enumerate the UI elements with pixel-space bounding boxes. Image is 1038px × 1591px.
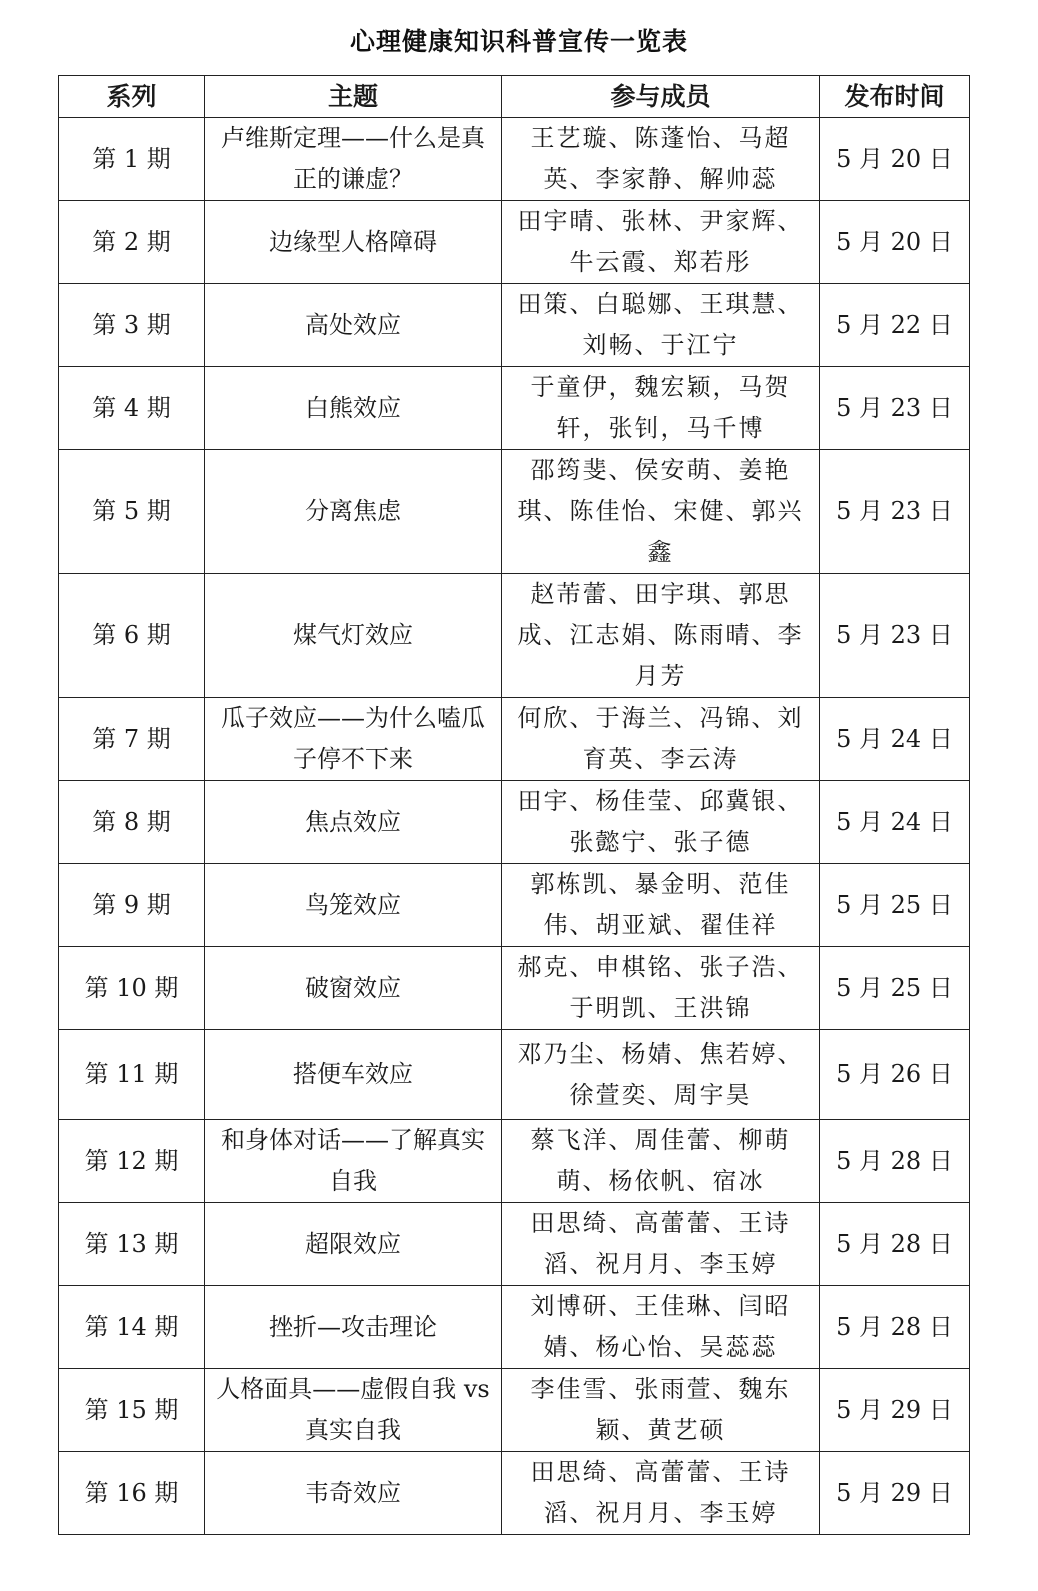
row-members-cell: 郭栋凯、暴金明、范佳伟、胡亚斌、翟佳祥 [502, 864, 820, 947]
row-series-cell: 第 4 期 [59, 367, 205, 450]
row-series-cell: 第 8 期 [59, 781, 205, 864]
row-topic-cell: 和身体对话——了解真实自我 [205, 1120, 502, 1203]
header-date: 发布时间 [820, 76, 970, 118]
row-topic-cell: 高处效应 [205, 284, 502, 367]
row-series-cell: 第 6 期 [59, 574, 205, 698]
row-topic-cell: 韦奇效应 [205, 1452, 502, 1535]
table-row [59, 118, 970, 201]
row-topic-cell: 挫折—攻击理论 [205, 1286, 502, 1369]
row-series-cell: 第 12 期 [59, 1120, 205, 1203]
row-members-cell: 田策、白聪娜、王琪慧、刘畅、于江宁 [502, 284, 820, 367]
row-date-cell: 5 月 28 日 [820, 1286, 970, 1369]
row-topic-cell: 分离焦虑 [205, 450, 502, 574]
table-row [59, 698, 970, 781]
page-title: 心理健康知识科普宣传一览表 [349, 27, 688, 56]
row-date-cell: 5 月 23 日 [820, 450, 970, 574]
row-date-cell: 5 月 23 日 [820, 367, 970, 450]
row-topic-cell: 焦点效应 [205, 781, 502, 864]
table-row [59, 201, 970, 284]
row-date-cell: 5 月 29 日 [820, 1369, 970, 1452]
row-series-cell: 第 9 期 [59, 864, 205, 947]
table-row [59, 1030, 970, 1120]
row-date-cell: 5 月 28 日 [820, 1203, 970, 1286]
table-row [59, 1369, 970, 1452]
row-series-cell: 第 5 期 [59, 450, 205, 574]
header-series: 系列 [59, 76, 205, 118]
row-series-cell: 第 16 期 [59, 1452, 205, 1535]
row-series-cell: 第 1 期 [59, 118, 205, 201]
table-row [59, 1452, 970, 1535]
row-members-cell: 蔡飞洋、周佳蕾、柳萌萌、杨依帆、宿冰 [502, 1120, 820, 1203]
row-series-cell: 第 10 期 [59, 947, 205, 1030]
row-date-cell: 5 月 29 日 [820, 1452, 970, 1535]
table-row [59, 864, 970, 947]
row-topic-cell: 白熊效应 [205, 367, 502, 450]
row-topic-cell: 边缘型人格障碍 [205, 201, 502, 284]
row-date-cell: 5 月 26 日 [820, 1030, 970, 1120]
row-members-cell: 于童伊，魏宏颖，马贺轩，张钊，马千博 [502, 367, 820, 450]
row-series-cell: 第 2 期 [59, 201, 205, 284]
row-date-cell: 5 月 24 日 [820, 781, 970, 864]
row-members-cell: 田宇晴、张林、尹家辉、牛云霞、郑若彤 [502, 201, 820, 284]
header-topic: 主题 [205, 76, 502, 118]
table-row [59, 450, 970, 574]
row-topic-cell: 卢维斯定理——什么是真正的谦虚？ [205, 118, 502, 201]
row-topic-cell: 瓜子效应——为什么嗑瓜子停不下来 [205, 698, 502, 781]
table-row [59, 947, 970, 1030]
row-members-cell: 邓乃尘、杨婧、焦若婷、徐萱奕、周宇昊 [502, 1030, 820, 1120]
row-date-cell: 5 月 24 日 [820, 698, 970, 781]
row-series-cell: 第 14 期 [59, 1286, 205, 1369]
table-row [59, 1203, 970, 1286]
row-series-cell: 第 15 期 [59, 1369, 205, 1452]
table-row [59, 574, 970, 698]
row-topic-cell: 煤气灯效应 [205, 574, 502, 698]
table-row [59, 1286, 970, 1369]
table-body [59, 118, 970, 1535]
row-series-cell: 第 3 期 [59, 284, 205, 367]
row-members-cell: 赵芾蕾、田宇琪、郭思成、江志娟、陈雨晴、李月芳 [502, 574, 820, 698]
table-row [59, 1120, 970, 1203]
table-header-row [59, 76, 970, 118]
row-topic-cell: 人格面具——虚假自我 vs 真实自我 [205, 1369, 502, 1452]
table-row [59, 781, 970, 864]
row-topic-cell: 破窗效应 [205, 947, 502, 1030]
table-row [59, 284, 970, 367]
row-series-cell: 第 13 期 [59, 1203, 205, 1286]
row-date-cell: 5 月 23 日 [820, 574, 970, 698]
row-members-cell: 邵筠斐、侯安萌、姜艳琪、陈佳怡、宋健、郭兴鑫 [502, 450, 820, 574]
row-members-cell: 刘博研、王佳琳、闫昭婧、杨心怡、吴蕊蕊 [502, 1286, 820, 1369]
row-members-cell: 田宇、杨佳莹、邱冀银、张懿宁、张子德 [502, 781, 820, 864]
row-topic-cell: 鸟笼效应 [205, 864, 502, 947]
row-series-cell: 第 11 期 [59, 1030, 205, 1120]
row-members-cell: 何欣、于海兰、冯锦、刘育英、李云涛 [502, 698, 820, 781]
row-topic-cell: 搭便车效应 [205, 1030, 502, 1120]
row-members-cell: 王艺璇、陈蓬怡、马超英、李家静、解帅蕊 [502, 118, 820, 201]
table-row [59, 367, 970, 450]
row-series-cell: 第 7 期 [59, 698, 205, 781]
row-date-cell: 5 月 22 日 [820, 284, 970, 367]
publicity-table [58, 75, 970, 1535]
row-members-cell: 郝克、申棋铭、张子浩、于明凯、王洪锦 [502, 947, 820, 1030]
row-date-cell: 5 月 28 日 [820, 1120, 970, 1203]
row-date-cell: 5 月 20 日 [820, 201, 970, 284]
row-members-cell: 田思绮、高蕾蕾、王诗滔、祝月月、李玉婷 [502, 1452, 820, 1535]
row-members-cell: 田思绮、高蕾蕾、王诗滔、祝月月、李玉婷 [502, 1203, 820, 1286]
row-members-cell: 李佳雪、张雨萱、魏东颖、黄艺硕 [502, 1369, 820, 1452]
row-topic-cell: 超限效应 [205, 1203, 502, 1286]
row-date-cell: 5 月 25 日 [820, 947, 970, 1030]
header-members: 参与成员 [502, 76, 820, 118]
row-date-cell: 5 月 20 日 [820, 118, 970, 201]
row-date-cell: 5 月 25 日 [820, 864, 970, 947]
